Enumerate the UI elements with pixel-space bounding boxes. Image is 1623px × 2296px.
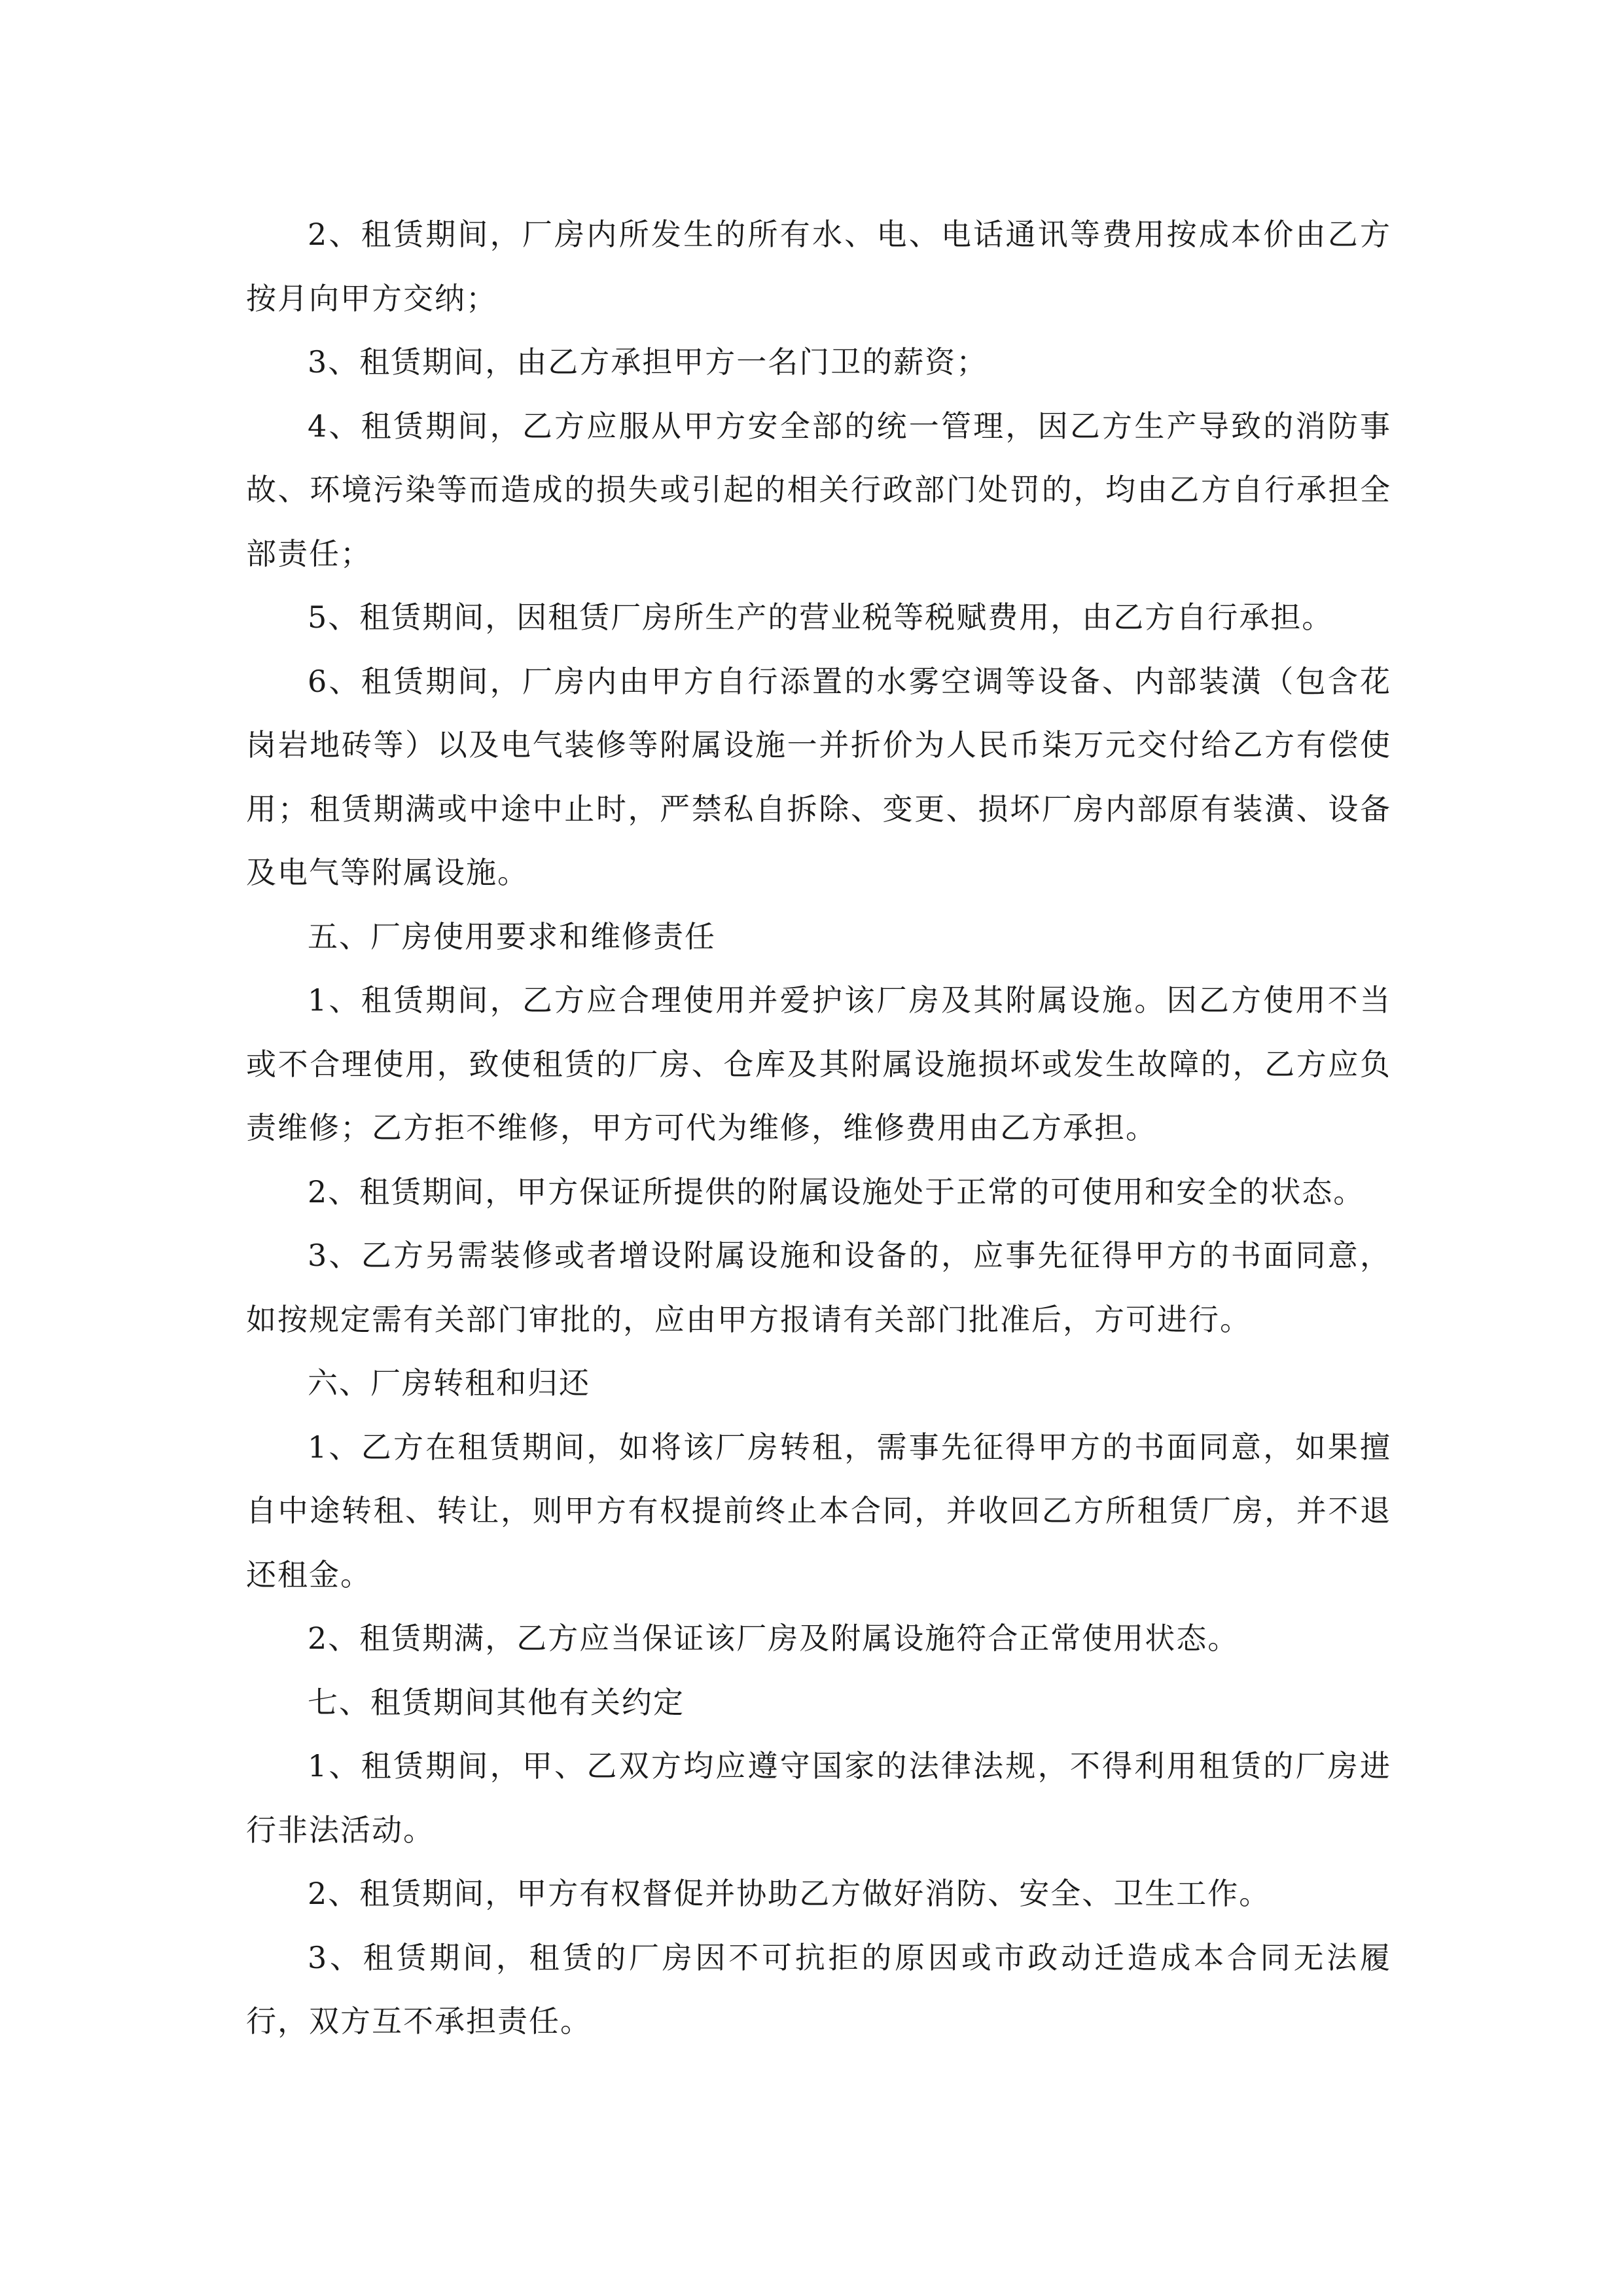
- clause-4-4-safety-management: 4、租赁期间，乙方应服从甲方安全部的统一管理，因乙方生产导致的消防事故、环境污染等而造成的损失或引起的相关行政部门处罚的，均由乙方自行承担全部责任；: [246, 408, 1391, 571]
- clause-6-2-return: 2、租赁期满，乙方应当保证该厂房及附属设施符合正常使用状态。: [308, 1621, 1240, 1656]
- clause-6-1-sublease: 1、乙方在租赁期间，如将该厂房转租，需事先征得甲方的书面同意，如果擅自中途转租、转让，则甲方有权提前终止本合同，并收回乙方所租赁厂房，并不退还租金。: [246, 1429, 1391, 1592]
- clause-4-6-facilities: 6、租赁期间，厂房内由甲方自行添置的水雾空调等设备、内部装潢（包含花岗岩地砖等）以及电气装修等附属设施一并折价为人民币柒万元交付给乙方有偿使用；租赁期满或中途中止时，严禁私自拆除、变更、损坏厂房内部原有装潢、设备及电气等附属设施。: [246, 663, 1391, 890]
- section-heading-7: 七、租赁期间其他有关约定: [308, 1684, 685, 1720]
- clause-5-1-maintenance: 1、租赁期间，乙方应合理使用并爱护该厂房及其附属设施。因乙方使用不当或不合理使用，致使租赁的厂房、仓库及其附属设施损坏或发生故障的，乙方应负责维修；乙方拒不维修，甲方可代为维修，维修费用由乙方承担。: [246, 982, 1391, 1145]
- clause-7-3-force-majeure: 3、租赁期间，租赁的厂房因不可抗拒的原因或市政动迁造成本合同无法履行，双方互不承担责任。: [246, 1939, 1391, 2039]
- clause-5-3-renovation: 3、乙方另需装修或者增设附属设施和设备的，应事先征得甲方的书面同意，如按规定需有关部门审批的，应由甲方报请有关部门批准后，方可进行。: [246, 1238, 1391, 1337]
- clause-5-2-facility-condition: 2、租赁期间，甲方保证所提供的附属设施处于正常的可使用和安全的状态。: [308, 1174, 1365, 1210]
- clause-7-1-law-compliance: 1、租赁期间，甲、乙双方均应遵守国家的法律法规，不得利用租赁的厂房进行非法活动。: [246, 1748, 1391, 1848]
- clause-4-3-guard-salary: 3、租赁期间，由乙方承担甲方一名门卫的薪资；: [308, 344, 988, 380]
- section-heading-5: 五、厂房使用要求和维修责任: [308, 918, 716, 954]
- clause-4-5-taxes: 5、租赁期间，因租赁厂房所生产的营业税等税赋费用，由乙方自行承担。: [308, 600, 1334, 635]
- document-body: [246, 203, 1391, 2054]
- clause-4-2-utilities: 2、租赁期间，厂房内所发生的所有水、电、电话通讯等费用按成本价由乙方按月向甲方交纳；: [246, 217, 1391, 316]
- section-heading-6: 六、厂房转租和归还: [308, 1365, 590, 1401]
- clause-7-2-supervision: 2、租赁期间，甲方有权督促并协助乙方做好消防、安全、卫生工作。: [308, 1876, 1271, 1911]
